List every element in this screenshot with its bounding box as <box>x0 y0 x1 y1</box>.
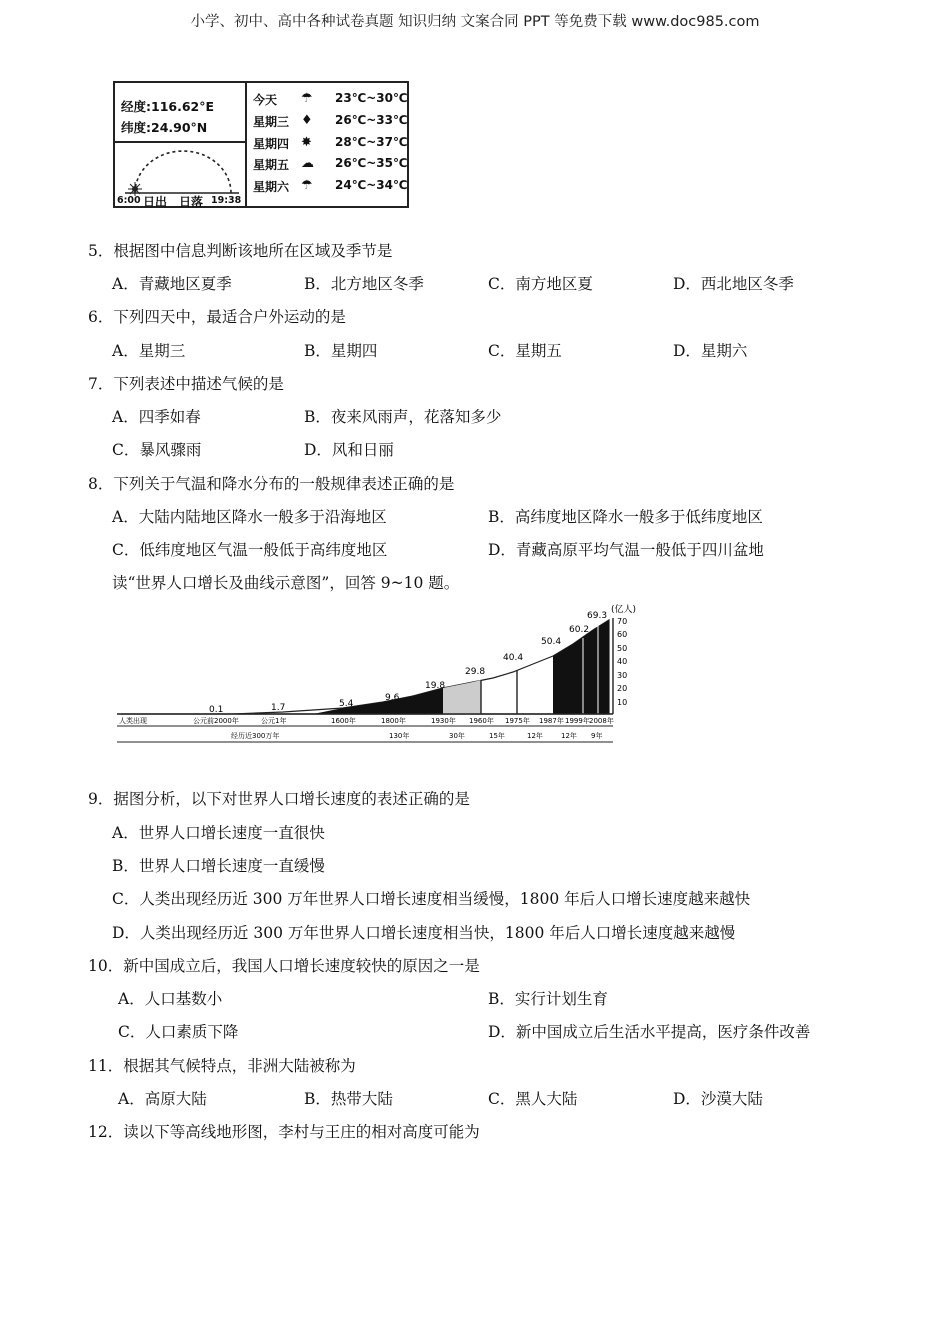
question-stem: 12．读以下等高线地形图，李村与王庄的相对高度可能为 <box>88 1123 480 1141</box>
sun-icon <box>128 182 142 196</box>
sunset-label: 日落 <box>179 195 204 209</box>
option[interactable]: A．高原大陆 <box>118 1090 207 1108</box>
x-tick: 1960年 <box>469 717 494 725</box>
option[interactable]: D．人类出现经历近 300 万年世界人口增长速度相当快，1800 年后人口增长速度越来越慢 <box>112 924 736 942</box>
y-tick: 30 <box>617 671 628 680</box>
question-stem: 11．根据其气候特点，非洲大陆被称为 <box>88 1057 356 1075</box>
option[interactable]: D．沙漠大陆 <box>673 1090 763 1108</box>
option[interactable]: D．青藏高原平均气温一般低于四川盆地 <box>488 541 764 559</box>
rain-icon: ☂ <box>301 178 313 193</box>
data-label: 19.8 <box>425 681 446 691</box>
y-tick: 50 <box>617 644 628 653</box>
question-stem: 9．据图分析，以下对世界人口增长速度的表述正确的是 <box>88 790 470 808</box>
option[interactable]: D．西北地区冬季 <box>673 275 794 293</box>
population-area-dotted <box>443 680 481 714</box>
x-tick: 1600年 <box>331 717 356 725</box>
option[interactable]: C．黑人大陆 <box>488 1090 578 1108</box>
forecast-row: 星期六 ☂ 24℃~34℃ <box>253 178 408 194</box>
option[interactable]: A．世界人口增长速度一直很快 <box>112 824 325 842</box>
x-tick: 1987年 <box>539 717 564 725</box>
option[interactable]: B．夜来风雨声，花落知多少 <box>304 408 502 426</box>
sun-icon: ✸ <box>301 135 312 150</box>
sunrise-time: 6:00 <box>117 195 141 206</box>
data-label: 29.8 <box>465 667 486 677</box>
span-label: 12年 <box>561 732 577 740</box>
cloud-sun-icon: ☁ <box>301 156 314 171</box>
data-label: 5.4 <box>339 699 354 709</box>
forecast-row: 星期三 ♦ 26℃~33℃ <box>253 113 408 129</box>
option[interactable]: B．高纬度地区降水一般多于低纬度地区 <box>488 508 763 526</box>
y-tick: 40 <box>617 657 628 666</box>
data-label: 50.4 <box>541 637 562 647</box>
sunrise-label: 日出 <box>143 195 168 209</box>
data-label: 60.2 <box>569 625 590 635</box>
option[interactable]: D．风和日丽 <box>304 441 394 459</box>
option[interactable]: A．大陆内陆地区降水一般多于沿海地区 <box>112 508 387 526</box>
x-tick: 1800年 <box>381 717 406 725</box>
data-label: 1.7 <box>271 703 286 713</box>
data-label: 0.1 <box>209 705 224 715</box>
question-stem: 5．根据图中信息判断该地所在区域及季节是 <box>88 242 393 260</box>
option[interactable]: C．人类出现经历近 300 万年世界人口增长速度相当缓慢，1800 年后人口增长速度越来越快 <box>112 890 751 908</box>
x-tick: 1975年 <box>505 717 530 725</box>
question-stem: 6．下列四天中，最适合户外运动的是 <box>88 308 346 326</box>
data-label: 9.6 <box>385 693 400 703</box>
option[interactable]: D．星期六 <box>673 342 748 360</box>
data-label: 69.3 <box>587 611 608 621</box>
rain-drop-icon: ♦ <box>301 113 313 128</box>
option[interactable]: B．热带大陆 <box>304 1090 393 1108</box>
x-tick: 公元前2000年 <box>193 717 239 725</box>
page-header: 小学、初中、高中各种试卷真题 知识归纳 文案合同 PPT 等免费下载 www.doc985.com <box>190 14 760 30</box>
sunset-time: 19:38 <box>211 195 242 206</box>
rain-icon: ☂ <box>301 91 313 106</box>
question-stem: 10．新中国成立后，我国人口增长速度较快的原因之一是 <box>88 957 480 975</box>
weather-figure <box>113 81 409 208</box>
span-label: 12年 <box>527 732 543 740</box>
x-tick: 1930年 <box>431 717 456 725</box>
sun-path-diagram <box>121 147 243 199</box>
y-tick: 20 <box>617 684 628 693</box>
span-label: 经历近300万年 <box>231 732 280 740</box>
divider <box>115 141 245 143</box>
x-tick: 2008年 <box>589 717 614 725</box>
option[interactable]: A．星期三 <box>112 342 186 360</box>
population-area <box>121 620 609 714</box>
y-tick: 10 <box>617 698 628 707</box>
divider <box>245 83 247 206</box>
option[interactable]: B．星期四 <box>304 342 378 360</box>
option[interactable]: B．北方地区冬季 <box>304 275 424 293</box>
longitude: 经度:116.62°E <box>121 99 215 114</box>
option[interactable]: D．新中国成立后生活水平提高，医疗条件改善 <box>488 1023 811 1041</box>
data-label: 40.4 <box>503 653 524 663</box>
reading-instruction: 读“世界人口增长及曲线示意图”，回答 9~10 题。 <box>112 574 460 592</box>
forecast-row: 星期五 ☁ 26℃~35℃ <box>253 156 408 172</box>
latitude: 纬度:24.90°N <box>121 120 208 135</box>
option[interactable]: A．青藏地区夏季 <box>112 275 232 293</box>
span-label: 30年 <box>449 732 465 740</box>
x-tick: 人类出现 <box>119 717 147 725</box>
forecast-row: 星期四 ✸ 28℃~37℃ <box>253 135 408 151</box>
y-tick: 60 <box>617 630 628 639</box>
option[interactable]: C．南方地区夏 <box>488 275 593 293</box>
option[interactable]: C．星期五 <box>488 342 562 360</box>
option[interactable]: C．暴风骤雨 <box>112 441 202 459</box>
span-label: 9年 <box>591 732 603 740</box>
option[interactable]: C．低纬度地区气温一般低于高纬度地区 <box>112 541 388 559</box>
span-label: 15年 <box>489 732 505 740</box>
option[interactable]: A．人口基数小 <box>118 990 223 1008</box>
option[interactable]: A．四季如春 <box>112 408 201 426</box>
x-tick: 公元1年 <box>261 717 287 725</box>
y-tick: 70 <box>617 617 628 626</box>
unit-label: (亿人) <box>611 605 637 615</box>
question-stem: 7．下列表述中描述气候的是 <box>88 375 284 393</box>
option[interactable]: B．世界人口增长速度一直缓慢 <box>112 857 325 875</box>
question-stem: 8．下列关于气温和降水分布的一般规律表述正确的是 <box>88 475 455 493</box>
span-label: 130年 <box>389 732 410 740</box>
forecast-row: 今天 ☂ 23℃~30℃ <box>253 91 408 107</box>
population-chart <box>113 604 637 764</box>
x-tick: 1999年 <box>565 717 590 725</box>
option[interactable]: C．人口素质下降 <box>118 1023 239 1041</box>
option[interactable]: B．实行计划生育 <box>488 990 608 1008</box>
